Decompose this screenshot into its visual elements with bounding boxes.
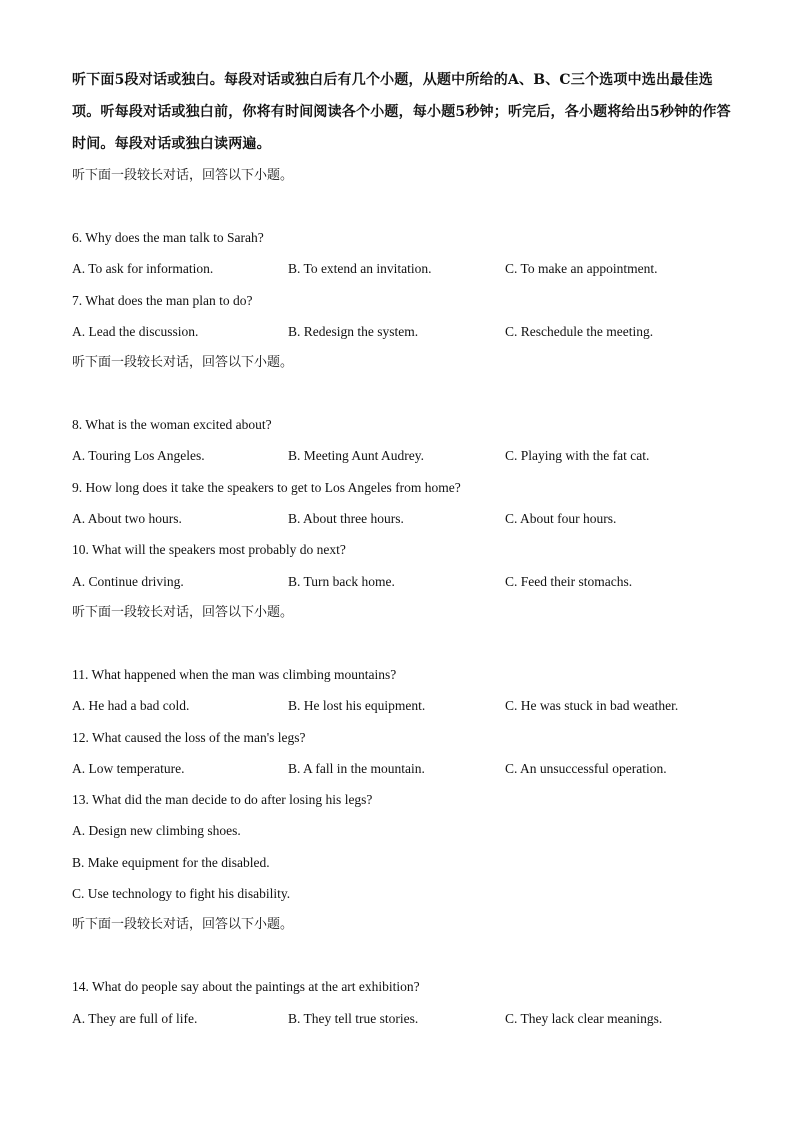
option-14-c[interactable]: C. They lack clear meanings. xyxy=(505,1010,663,1026)
option-7-b[interactable]: B. Redesign the system. xyxy=(288,323,419,339)
option-13-b[interactable]: B. Make equipment for the disabled. xyxy=(72,854,270,870)
option-12-b[interactable]: B. A fall in the mountain. xyxy=(288,760,425,776)
options-12 xyxy=(72,753,732,784)
question-8: 8. What is the woman excited about? xyxy=(72,417,272,433)
option-11-b[interactable]: B. He lost his equipment. xyxy=(288,698,426,714)
question-13: 13. What did the man decide to do after losing his legs? xyxy=(72,792,373,808)
option-10-a[interactable]: A. Continue driving. xyxy=(72,573,184,589)
option-7-a[interactable]: A. Lead the discussion. xyxy=(72,323,199,339)
section-3 xyxy=(72,597,732,909)
option-8-a[interactable]: A. Touring Los Angeles. xyxy=(72,448,205,464)
listening-instructions: 听下面5段对话或独白。每段对话或独白后有几个小题，从题中所给的A、B、C三个选项中选出最佳选项。听每段对话或独白前，你将有时间阅读各个小题，每小题5秒钟；听完后，各小题将给出5秒钟的作答时间。每段对话或独白读两遍。 xyxy=(72,72,731,152)
option-6-c[interactable]: C. To make an appointment. xyxy=(505,261,658,277)
options-8 xyxy=(72,440,732,471)
option-9-b[interactable]: B. About three hours. xyxy=(288,511,404,527)
option-13-c[interactable]: C. Use technology to fight his disability. xyxy=(72,886,291,902)
option-11-c[interactable]: C. He was stuck in bad weather. xyxy=(505,698,679,714)
spacer xyxy=(72,191,732,222)
section-1 xyxy=(72,160,732,347)
spacer xyxy=(72,940,732,971)
spacer xyxy=(72,628,732,659)
option-13-a[interactable]: A. Design new climbing shoes. xyxy=(72,823,241,839)
option-10-b[interactable]: B. Turn back home. xyxy=(288,573,395,589)
option-7-c[interactable]: C. Reschedule the meeting. xyxy=(505,323,654,339)
question-9: 9. How long does it take the speakers to get to Los Angeles from home? xyxy=(72,479,461,495)
section-note: 听下面一段较长对话，回答以下小题。 xyxy=(72,604,294,620)
option-6-a[interactable]: A. To ask for information. xyxy=(72,261,214,277)
option-12-c[interactable]: C. An unsuccessful operation. xyxy=(505,760,667,776)
option-12-a[interactable]: A. Low temperature. xyxy=(72,760,185,776)
options-7 xyxy=(72,316,732,347)
options-9 xyxy=(72,503,732,534)
option-8-c[interactable]: C. Playing with the fat cat. xyxy=(505,448,650,464)
question-7: 7. What does the man plan to do? xyxy=(72,292,253,308)
section-note: 听下面一段较长对话，回答以下小题。 xyxy=(72,168,294,183)
options-6 xyxy=(72,253,732,284)
option-9-c[interactable]: C. About four hours. xyxy=(505,511,617,527)
section-note: 听下面一段较长对话，回答以下小题。 xyxy=(72,917,294,933)
section-2 xyxy=(72,347,732,597)
option-10-c[interactable]: C. Feed their stomachs. xyxy=(505,573,633,589)
options-10 xyxy=(72,566,732,597)
option-9-a[interactable]: A. About two hours. xyxy=(72,511,182,527)
spacer xyxy=(72,378,732,409)
option-8-b[interactable]: B. Meeting Aunt Audrey. xyxy=(288,448,424,464)
question-10: 10. What will the speakers most probably do next? xyxy=(72,542,346,558)
section-4 xyxy=(72,909,732,1034)
question-12: 12. What caused the loss of the man's legs? xyxy=(72,729,306,745)
options-14 xyxy=(72,1003,732,1034)
options-11 xyxy=(72,690,732,721)
question-11: 11. What happened when the man was climbing mountains? xyxy=(72,666,397,682)
option-14-b[interactable]: B. They tell true stories. xyxy=(288,1010,419,1026)
option-14-a[interactable]: A. They are full of life. xyxy=(72,1010,198,1026)
question-14: 14. What do people say about the paintings at the art exhibition? xyxy=(72,979,420,995)
exam-page xyxy=(72,64,732,1034)
section-note: 听下面一段较长对话，回答以下小题。 xyxy=(72,355,294,371)
option-6-b[interactable]: B. To extend an invitation. xyxy=(288,261,432,277)
question-6: 6. Why does the man talk to Sarah? xyxy=(72,230,264,245)
option-11-a[interactable]: A. He had a bad cold. xyxy=(72,698,190,714)
